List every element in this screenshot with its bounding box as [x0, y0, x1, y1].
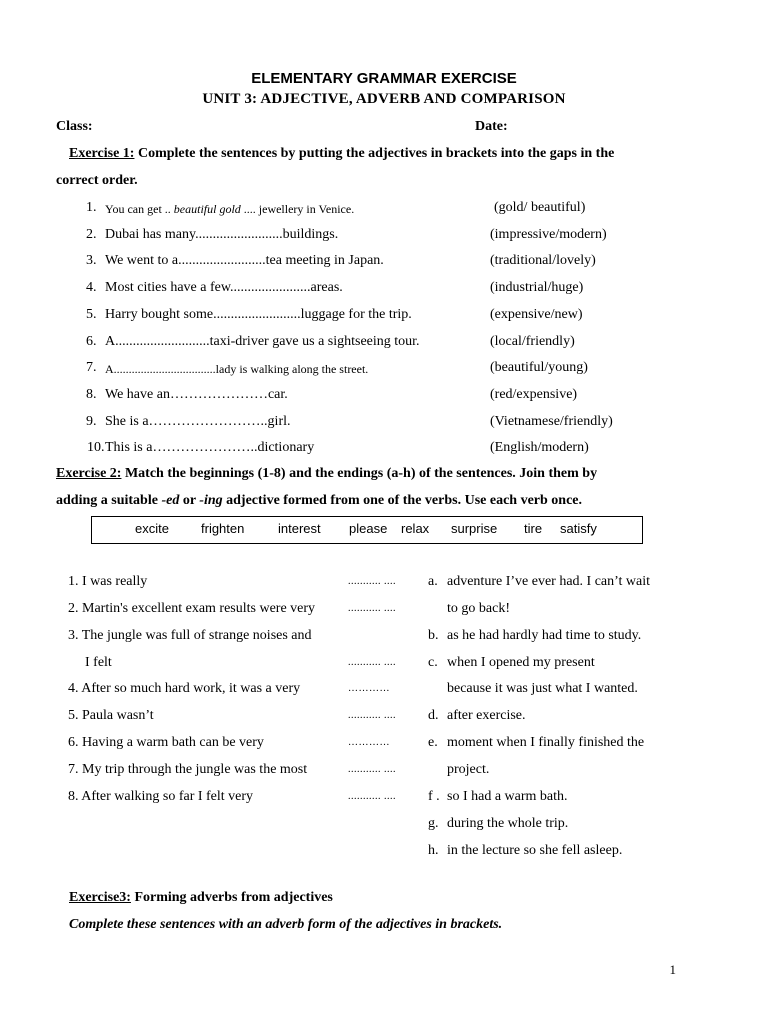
date-label: Date: [475, 119, 508, 134]
item-number: 6. [86, 334, 97, 349]
ing-suffix: -ing [199, 493, 223, 508]
sentence-ending: in the lecture so she fell asleep. [447, 843, 623, 858]
instruction-text: or [179, 493, 200, 508]
sentence-beginning: 2. Martin's excellent exam results were very [68, 601, 316, 616]
sentence-beginning: 8. After walking so far I felt very [68, 789, 254, 804]
item-number: 3. [86, 253, 97, 268]
exercise-3-label: Exercise3: [69, 890, 131, 905]
sentence-ending: project. [447, 762, 490, 777]
sentence-ending: moment when I finally finished the [447, 735, 645, 750]
adjective-hint: (beautiful/young) [490, 360, 588, 375]
adjective-hint: (English/modern) [490, 440, 589, 455]
verb-word: interest [278, 521, 321, 536]
page-subtitle: UNIT 3: ADJECTIVE, ADVERB AND COMPARISON [202, 91, 566, 107]
item-sentence: Dubai has many.........................buildings. [105, 227, 339, 242]
class-label: Class: [56, 119, 93, 134]
example-answer: beautiful gold [173, 202, 241, 216]
exercise-3-title: Forming adverbs from adjectives [130, 890, 333, 905]
ending-letter: d. [428, 708, 439, 723]
adjective-hint: (expensive/new) [490, 307, 583, 322]
item-sentence: Harry bought some.........................luggage for the trip. [105, 307, 412, 322]
sentence-text: .... jewellery in Venice. [240, 202, 355, 216]
answer-blank: ………… [348, 737, 390, 748]
adjective-hint: (impressive/modern) [490, 227, 607, 242]
adjective-hint: (traditional/lovely) [490, 253, 596, 268]
exercise-3-instruction: Complete these sentences with an adverb form of the adjectives in brackets. [69, 917, 503, 932]
verb-word: frighten [201, 521, 245, 536]
item-number: 9. [86, 414, 97, 429]
verb-word: please [349, 521, 388, 536]
adjective-hint: (Vietnamese/friendly) [490, 414, 613, 429]
sentence-ending: because it was just what I wanted. [447, 681, 638, 696]
verb-word-box [91, 516, 643, 544]
sentence-beginning: 4. After so much hard work, it was a very [68, 681, 301, 696]
answer-blank: ........... .... [348, 576, 396, 587]
ed-suffix: -ed [161, 493, 180, 508]
sentence-ending: as he had hardly had time to study. [447, 628, 642, 643]
sentence-beginning: 1. I was really [68, 574, 148, 589]
answer-blank: ........... .... [348, 603, 396, 614]
verb-word: excite [135, 521, 169, 536]
adjective-hint: (gold/ beautiful) [494, 200, 586, 215]
item-number: 2. [86, 227, 97, 242]
item-sentence: A...........................taxi-driver gave us a sightseeing tour. [105, 334, 420, 349]
ending-letter: b. [428, 628, 439, 643]
item-sentence: She is a……………………..girl. [105, 414, 291, 429]
sentence-beginning: 6. Having a warm bath can be very [68, 735, 264, 750]
item-number: 7. [86, 360, 97, 375]
item-sentence: We have an…………………car. [105, 387, 288, 402]
ending-letter: a. [428, 574, 438, 589]
item-sentence: We went to a.........................tea meeting in Japan. [105, 253, 384, 268]
adjective-hint: (industrial/huge) [490, 280, 584, 295]
exercise-3-heading [69, 890, 333, 906]
sentence-ending: during the whole trip. [447, 816, 569, 831]
page-number: 1 [669, 962, 676, 977]
exercise-2-instruction: Match the beginnings (1-8) and the endings (a-h) of the sentences. Join them by [121, 466, 598, 481]
item-sentence: This is a…………………..dictionary [105, 440, 315, 455]
item-number: 8. [86, 387, 97, 402]
verb-word: relax [401, 521, 430, 536]
ending-letter: g. [428, 816, 439, 831]
sentence-ending: to go back! [447, 601, 510, 616]
sentence-ending: when I opened my present [447, 655, 595, 670]
answer-blank: ........... .... [348, 710, 396, 721]
answer-blank: ........... .... [348, 791, 396, 802]
sentence-ending: after exercise. [447, 708, 526, 723]
instruction-text: adjective formed from one of the verbs. Use each verb once. [222, 493, 583, 508]
adjective-hint: (red/expensive) [490, 387, 578, 402]
instruction-text: adding a suitable [56, 493, 162, 508]
item-sentence: A..................................lady is walking along the street. [105, 362, 369, 376]
item-sentence [105, 202, 354, 217]
adjective-hint: (local/friendly) [490, 334, 575, 349]
exercise-2-label: Exercise 2: [56, 466, 122, 481]
verb-word: tire [524, 521, 543, 536]
ending-letter: h. [428, 843, 439, 858]
ending-letter: e. [428, 735, 438, 750]
sentence-ending: adventure I’ve ever had. I can’t wait [447, 574, 651, 589]
sentence-beginning: 7. My trip through the jungle was the most [68, 762, 308, 777]
sentence-beginning: 5. Paula wasn’t [68, 708, 154, 723]
ending-letter: c. [428, 655, 438, 670]
exercise-1-heading [69, 146, 614, 162]
verb-word: satisfy [560, 521, 597, 536]
item-number: 4. [86, 280, 97, 295]
ending-letter: f . [428, 789, 440, 804]
sentence-text: You can get .. [105, 202, 174, 216]
answer-blank: ........... .... [348, 657, 396, 668]
exercise-1-label: Exercise 1: [69, 146, 135, 161]
sentence-beginning: I felt [85, 655, 112, 670]
exercise-2-instruction-cont [56, 493, 582, 509]
exercise-2-heading [56, 466, 597, 482]
verb-word: surprise [451, 521, 498, 536]
sentence-beginning: 3. The jungle was full of strange noises and [68, 628, 312, 643]
item-number: 5. [86, 307, 97, 322]
sentence-ending: so I had a warm bath. [447, 789, 568, 804]
page-title: ELEMENTARY GRAMMAR EXERCISE [251, 70, 517, 87]
answer-blank: ........... .... [348, 764, 396, 775]
item-number: 1. [86, 200, 97, 215]
item-number: 10. [87, 440, 105, 455]
answer-blank: ………… [348, 683, 390, 694]
exercise-1-instruction: Complete the sentences by putting the adjectives in brackets into the gaps in the [134, 146, 615, 161]
item-sentence: Most cities have a few.......................areas. [105, 280, 343, 295]
exercise-1-instruction-cont: correct order. [56, 173, 138, 188]
